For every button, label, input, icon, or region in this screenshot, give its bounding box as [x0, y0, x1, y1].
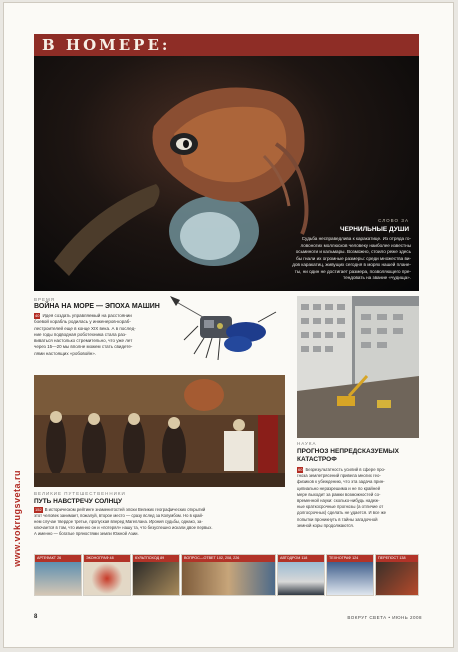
painting-illustration [34, 375, 285, 487]
war-text: 40 Идея создать управляемый на расстоянии боевой корабль родилась у инженеров-кораб- лестроителей еще в конце XIX века. А в послед- ние годы подводная роботехника стала раз- виваться настолько стремительно, что уже лет через 15—20 мы вполне можем стать свидете- лями настоящих «робовойн». [34, 313, 136, 356]
war-title: ВОЙНА НА МОРЕ — ЭПОХА МАШИН [34, 303, 160, 310]
hero-photo-cuttlefish [34, 56, 419, 291]
section-header-title: В НОМЕРЕ: [42, 36, 171, 54]
hero-description [241, 236, 411, 282]
category-perepost: ПЕРЕПОСТ 138 [375, 554, 419, 596]
hero-line: дов каракатиц, живущих сегодня в морях нашей плане- [292, 262, 411, 267]
artefact-thumb [35, 562, 81, 595]
hero-line: ты, ни один не достигает размера, позволяющего пре- [294, 268, 411, 274]
war-tag: ВРЕМЯ [34, 297, 56, 302]
autodrome-thumb [278, 562, 324, 595]
robot-lobster-icon [168, 292, 278, 368]
perepost-thumb [376, 562, 418, 595]
category-qa: ВОПРОС—ОТВЕТ 102, 208, 226 [181, 554, 276, 596]
hero-tag: СЛОВО ЗА [378, 218, 409, 223]
category-technograph: ТЕХНОГРАФ 124 [326, 554, 374, 596]
website-url: www.vokrugsveta.ru [12, 470, 22, 567]
hero-title: ЧЕРНИЛЬНЫЕ ДУШИ [340, 226, 409, 233]
catastrophe-page-marker: 60 [298, 467, 303, 472]
category-autodrome: АВТОДРОМ 118 [277, 554, 325, 596]
magazine-issue: ВОКРУГ СВЕТА • ИЮНЬ 2008 [347, 615, 422, 620]
catastrophe-title: ПРОГНОЗ НЕПРЕДСКАЗУЕМЫХ КАТАСТРОФ [297, 448, 399, 463]
war-page-marker: 40 [35, 313, 40, 318]
category-strip [34, 554, 419, 596]
building-ruins-illustration [297, 296, 419, 438]
section-header [34, 34, 419, 56]
category-artefact: АРТЕФАКТ 26 [34, 554, 82, 596]
travel-page-marker: 152 [35, 507, 42, 512]
category-culture: КУЛЬТПОХОД 89 [132, 554, 180, 596]
hero-line: осьминоги и кальмары. Возможно, стоило реже здесь [295, 249, 411, 254]
page-number: 8 [34, 614, 38, 620]
culture-thumb [133, 562, 179, 595]
hero-line: бы гнали их огромные размеры: среди множества ви- [296, 255, 411, 261]
qa-thumb [182, 562, 275, 595]
tsunami-aftermath-photo [297, 296, 419, 438]
catastrophe-tag: НАУКА [297, 441, 317, 446]
hero-line: тендовать на звание «чудища». [343, 275, 411, 280]
travel-text: 152 В историческом рейтинге знаменитостей эпохи Великих географических открытий этот человек занимает, пожалуй, второе место — сразу вслед за Колумбом. Но в край- нем случае твердое третье, пропуская вперед Магеллана. Ирония судьбы, однако, за- ключается в том, что именно он и «потерял» нашу та, что безуспешно искали двое первых. А именно — богатые пряностями земли Южной Азии. [34, 507, 213, 536]
historical-painting-photo [34, 375, 285, 487]
technograph-thumb [327, 562, 373, 595]
robot-lobster-photo [168, 292, 278, 368]
travel-tag: ВЕЛИКИЕ ПУТЕШЕСТВЕННИКИ [34, 491, 126, 496]
econograph-thumb [84, 562, 130, 595]
catastrophe-text: 60 Безрезультатность усилий в сфере про- гноза землетрясений привела многих гео- физиков к убеждению, что эта задача прин- ципиально неразрешима и не по крайней мере выходит за рамки возможностей со- временной науки: сколько-нибудь надеж- ные краткосрочные прогнозы (а отличие от долгосрочных) сделать не удается. И все же попытки проникнуть в тайны загадочной земной коры продолжаются. [297, 467, 386, 528]
hero-line: Судьба неспрaведлива к каракатице. Из отряда го- [301, 236, 411, 241]
travel-title: ПУТЬ НАВСТРЕЧУ СОЛНЦУ [34, 498, 123, 505]
category-econograph: ЭКОНОГРАФ 48 [83, 554, 131, 596]
hero-line: ловоногих моллюсков человеку наиболее известны [300, 242, 411, 248]
